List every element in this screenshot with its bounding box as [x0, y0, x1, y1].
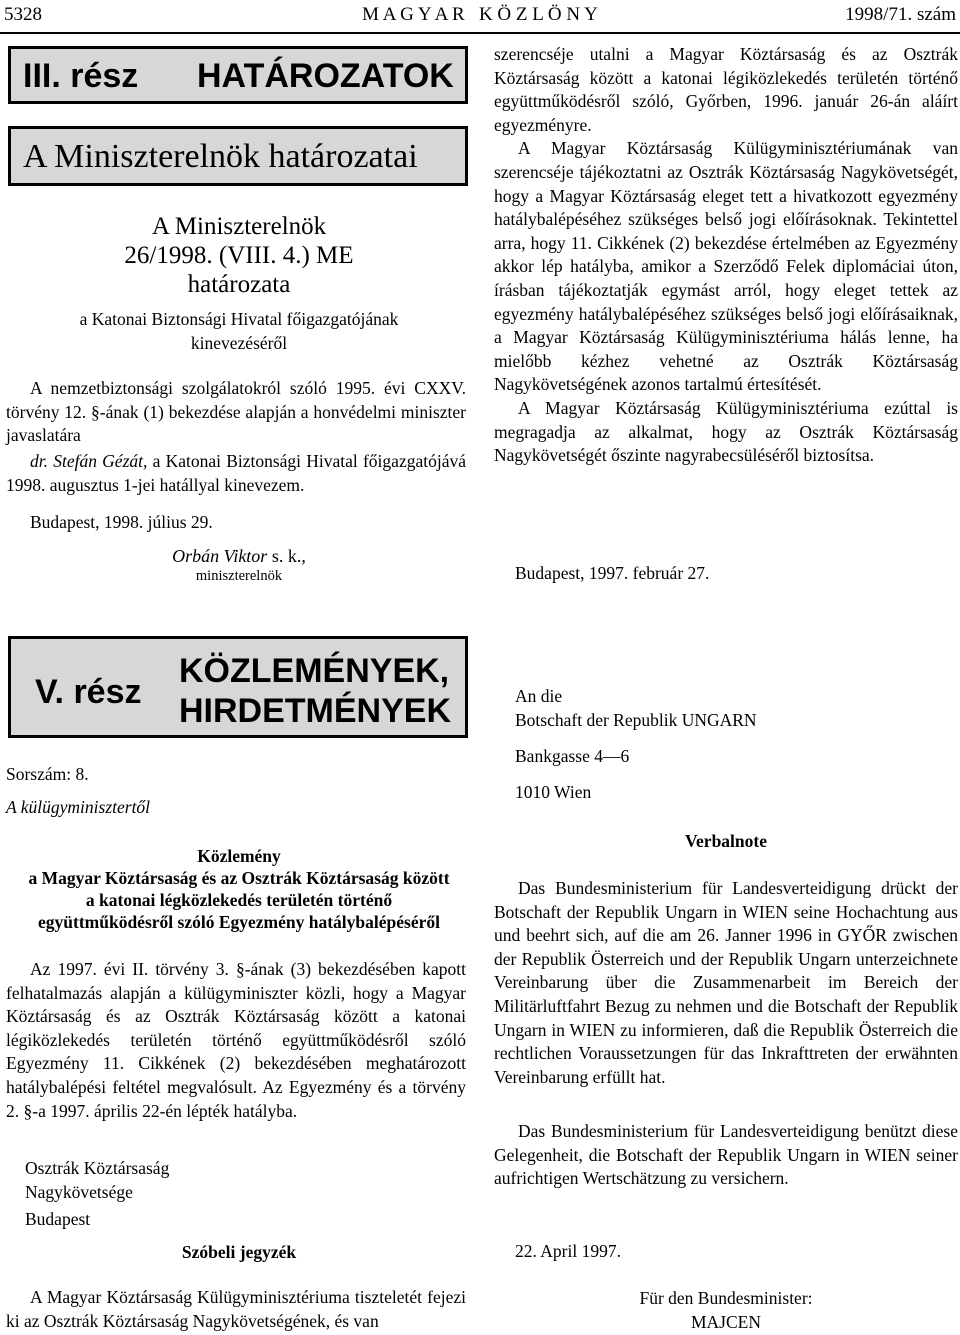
running-header: [0, 0, 960, 32]
serial-number: Sorszám: 8.: [6, 764, 89, 784]
decision-heading-1: A Miniszterelnök: [151, 213, 327, 240]
german-paragraph-1: Das Bundesministerium für Landesverteidigung drückt der Botschaft der Republik Ungarn in WIEN seine Hochachtung aus und beehrt sich, auf die am 26. Janner 1996 in GYŐR zwischen der Republik Österreich und der Republik Ungarn unterzeichnete Vereinbarung über die Zusammenarbeit im Bereich der Militärluftfahrt Bezug zu nehmen und die Botschaft der Republik Ungarn in WIEN zu informieren, daß die Republik Österreich die rechtlichen Voraussetzungen für das Inkrafttreten der erwähnten Vereinbarung erfüllt hat.: [494, 878, 958, 1087]
verbalnote-title: Verbalnote: [685, 831, 767, 851]
notice-address-2: Nagykövetsége: [25, 1182, 133, 1202]
decision: [6, 212, 472, 355]
part3-title: HATÁROZATOK: [197, 57, 454, 95]
german-signature-2: MAJCEN: [690, 1311, 761, 1332]
note-paragraph-2: A Magyar Köztársaság Külügyminisztériumának van szerencséje tájékoztatni az Osztrák Köztársaság Nagykövetségét, hogy a Magyar Köztársaság eleget tett a hivatkozott egyezmény hatálybalépéséhez szükséges belső jogi előírásoknak. Tekintettel arra, hogy 11. Cikkének (2) bekezdése értelmében az Egyezmény akkor lép hatályba, amikor a Szerződő Felek diplomáciai úton, írásban tájékoztatják egymást arról, hogy eleget tettek az egyezmény hatálybalépéséhez szükséges belső jogi előírásaiknak, a Magyar Köztársaság Külügyminisztériuma hálás lenne, ha mielőbb kézhez vehetné az Osztrák Köztársaság Nagykövetségének azonos tartalmú értesítését.: [494, 138, 958, 395]
german-address-1: An die: [515, 686, 563, 706]
appointment-text: a Katonai Biztonsági Hivatal főigazgatójává 1998. augusztus 1-jei hatállyal kinevezem.: [6, 451, 466, 495]
notice-title-4: együttműködésről szóló Egyezmény hatálybalépéséről: [38, 912, 440, 932]
notice-title-1: Közlemény: [197, 846, 281, 866]
notice-title: [6, 845, 472, 933]
german-signature: [494, 1287, 958, 1334]
notice-paragraph: Az 1997. évi II. törvény 3. §-ának (3) bekezdésében kapott felhatalmazás alapján a külügyminiszter közli, hogy a Magyar Köztársaság és az Osztrák Köztársaság között a katonai légiközlekedés területén történő együttműködésről szóló Egyezmény 11. Cikkének (2) bekezdésében meghatározott hatálybalépési feltétel megvalósult. Az Egyezmény és a törvény 2. §-a 1997. április 22-én lépték hatályba.: [6, 959, 466, 1121]
right-column-top: [494, 43, 958, 468]
note-continuation: szerencséje utalni a Magyar Köztársaság és az Osztrák Köztársaság között a katonai légiközlekedés területén történő együttműködésről szóló, Győrben, 1996. január 26-án aláírt egyezményre.: [494, 44, 958, 135]
german-address-3: Bankgasse 4—6: [515, 746, 630, 766]
notice-address-1: Osztrák Köztársaság: [25, 1158, 170, 1178]
decision-place-date: Budapest, 1998. július 29.: [30, 512, 213, 532]
german-date: 22. April 1997.: [515, 1241, 621, 1261]
page-number: 5328: [4, 4, 42, 25]
decision-signature: [6, 545, 472, 567]
notice-address: [25, 1156, 169, 1231]
note-date: Budapest, 1997. február 27.: [515, 563, 710, 583]
issue-number: 1998/71. szám: [845, 4, 956, 25]
note-paragraph-3: A Magyar Köztársaság Külügyminisztériuma ezúttal is megragadja az alkalmat, hogy az Osztrák Köztársaság Nagykövetségét őszinte nagyrabecsüléséről biztosítsa.: [494, 397, 958, 466]
appointee-name: dr. Stefán Gézát,: [30, 451, 148, 471]
subsection-title: A Miniszterelnök határozatai: [23, 138, 418, 175]
signer-name: Orbán Viktor: [172, 546, 268, 566]
part3-banner: [8, 46, 468, 104]
decision-subject-2: kinevezéséről: [190, 333, 288, 353]
verbal-note-paragraph: A Magyar Köztársaság Külügyminisztériuma tiszteletét fejezi ki az Osztrák Köztársaság Nagykövetségének, és van: [6, 1287, 466, 1331]
part5-title-1: KÖZLEMÉNYEK,: [179, 652, 450, 690]
notice-title-3: a katonai légközlekedés területén történő: [85, 890, 393, 910]
journal-title: M A G Y A R K Ö Z L Ö N Y: [362, 4, 598, 25]
part5-banner: [8, 636, 468, 738]
signer-title: miniszterelnök: [195, 568, 283, 584]
notice-title-2: a Magyar Köztársaság és az Osztrák Köztársaság között: [28, 868, 450, 888]
notice-issuer: A külügyminisztertől: [6, 797, 151, 817]
part5-label: V. rész: [35, 673, 142, 711]
part3-label: III. rész: [23, 57, 139, 95]
german-address-4: 1010 Wien: [515, 782, 592, 802]
german-address: [515, 684, 757, 804]
signer-suffix: s. k.,: [267, 546, 306, 566]
header-rule: [0, 32, 960, 34]
decision-heading-2: 26/1998. (VIII. 4.) ME: [124, 242, 354, 269]
part5-title-2: HIRDETMÉNYEK: [179, 692, 452, 730]
subsection-banner: [8, 126, 468, 186]
notice-address-3: Budapest: [25, 1209, 91, 1229]
decision-heading-3: határozata: [187, 271, 291, 298]
decision-paragraph-2: [6, 450, 466, 497]
german-address-2: Botschaft der Republik UNGARN: [515, 710, 757, 730]
german-paragraph-2: Das Bundesministerium für Landesverteidigung benützt diese Gelegenheit, die Botschaft der Republik Ungarn in WIEN seiner aufrichtigen Wertschätzung zu versichern.: [494, 1121, 958, 1189]
german-signature-1: Für den Bundesminister:: [639, 1288, 813, 1308]
decision-subject-1: a Katonai Biztonsági Hivatal főigazgatójának: [79, 309, 399, 329]
verbal-note-title: Szóbeli jegyzék: [181, 1242, 297, 1262]
decision-paragraph-1: A nemzetbiztonsági szolgálatokról szóló 1995. évi CXXV. törvény 12. §-ának (1) bekezdése alapján a honvédelmi miniszter javaslatára: [6, 378, 466, 446]
